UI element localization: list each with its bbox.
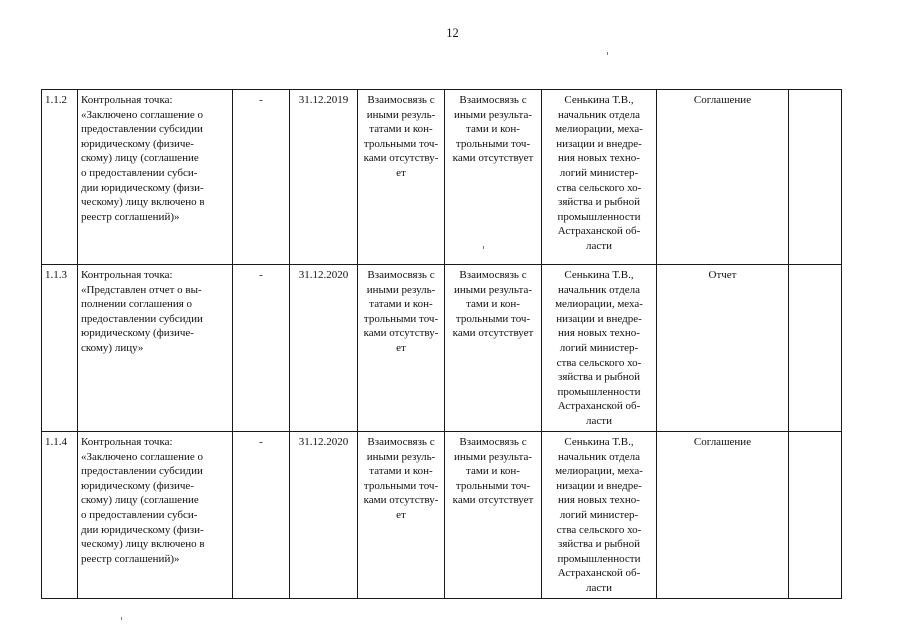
relationship-cell-line: Взаимосвязь с: [367, 269, 435, 281]
responsible-person-line: мелиорации, меха-: [555, 123, 643, 136]
relationship-cell: [358, 90, 445, 265]
relationship-cell-line: Взаимосвязь с: [367, 94, 435, 106]
responsible-person-line: низации и внедре-: [556, 479, 642, 492]
responsible-person-line: начальник отдела: [557, 108, 641, 121]
control-points-table: [41, 89, 842, 599]
row-number: 1.1.3: [42, 265, 78, 432]
relationship-cell-line: иными результа-: [454, 283, 532, 296]
responsible-person-line: логий министер-: [559, 166, 639, 179]
responsible-person-line: промышленности: [557, 552, 641, 565]
relationship-cell-line: трольными точ-: [455, 137, 531, 150]
relationship-cell-line: Взаимосвязь с: [459, 269, 527, 281]
document-type: Соглашение: [657, 432, 789, 599]
responsible-person-line: начальник отдела: [557, 283, 641, 296]
responsible-person-line: логий министер-: [559, 508, 639, 521]
event-description-line: о предоставлении субси-: [81, 508, 198, 521]
event-description-line: ческому) лицу включено в: [81, 196, 205, 209]
responsible-person-line: низации и внедре-: [556, 137, 642, 150]
scan-speck: [607, 52, 608, 55]
info-cell: [789, 90, 842, 265]
relationship-cell-line: ками отсутству-: [363, 327, 439, 340]
responsible-person-line: Астраханской об-: [557, 225, 641, 238]
end-date: 31.12.2020: [290, 432, 358, 599]
responsible-person-line: ласти: [586, 414, 612, 427]
event-description: [78, 265, 233, 432]
relationship-cell-line: Взаимосвязь с: [459, 94, 527, 106]
responsible-person-line: ния новых техно-: [558, 327, 640, 340]
relationship-cell-line: ет: [396, 166, 406, 179]
relationship-cell-line: иными резуль-: [366, 108, 436, 121]
event-description-line: реестр соглашений)»: [81, 552, 180, 565]
responsible-person-line: ства сельского хо-: [556, 523, 642, 536]
event-description-line: предоставлении субсидии: [81, 123, 203, 136]
event-description-line: «Представлен отчет о вы-: [81, 283, 202, 296]
page-number: 12: [446, 26, 459, 40]
relationship-cell-line: иными результа-: [454, 108, 532, 121]
end-date: 31.12.2020: [290, 265, 358, 432]
relationship-cell-line: трольными точ-: [455, 312, 531, 325]
responsible-person-line: мелиорации, меха-: [555, 298, 643, 311]
relationship-cell-line: ками отсутствует: [452, 494, 534, 507]
document-type: Отчет: [657, 265, 789, 432]
event-description-line: «Заключено соглашение о: [81, 450, 204, 463]
responsible-person-line: Астраханской об-: [557, 400, 641, 413]
responsible-person-line: Астраханской об-: [557, 567, 641, 580]
relationship-cell-line: ками отсутствует: [452, 152, 534, 165]
responsible-person-line: ния новых техно-: [558, 152, 640, 165]
relationship-cell: [358, 432, 445, 599]
responsible-person-line: промышленности: [557, 385, 641, 398]
event-description-line: скому) лицу»: [81, 341, 144, 354]
relationship-cell-line: тами и кон-: [466, 465, 520, 478]
relationship-cell: [445, 90, 542, 265]
relationship-cell: [445, 265, 542, 432]
relationship-cell: [445, 432, 542, 599]
responsible-person-line: мелиорации, меха-: [555, 465, 643, 478]
responsible-person-line: начальник отдела: [557, 450, 641, 463]
relationship-cell-line: трольными точ-: [363, 137, 439, 150]
responsible-person-line: ния новых техно-: [558, 494, 640, 507]
table-row: [42, 90, 842, 265]
responsible-person-line: Сенькина Т.В.,: [564, 269, 634, 281]
row-number: 1.1.4: [42, 432, 78, 599]
event-description-line: юридическому (физиче-: [81, 327, 194, 340]
relationship-cell-line: иными резуль-: [366, 283, 436, 296]
document-type: Соглашение: [657, 90, 789, 265]
responsible-person-line: низации и внедре-: [556, 312, 642, 325]
event-description-line: предоставлении субсидии: [81, 312, 203, 325]
relationship-cell-line: тами и кон-: [466, 123, 520, 136]
relationship-cell-line: ками отсутству-: [363, 494, 439, 507]
relationship-cell-line: ет: [396, 341, 406, 354]
relationship-cell-line: трольными точ-: [363, 312, 439, 325]
responsible-person-line: зяйства и рыбной: [557, 371, 641, 384]
relationship-cell-line: иными результа-: [454, 450, 532, 463]
relationship-cell-line: ками отсутствует: [452, 327, 534, 340]
event-description: [78, 432, 233, 599]
responsible-person-line: зяйства и рыбной: [557, 196, 641, 209]
relationship-cell-line: тами и кон-: [466, 298, 520, 311]
info-cell: [789, 432, 842, 599]
event-description-line: Контрольная точка:: [81, 94, 173, 106]
responsible-person-line: ласти: [586, 581, 612, 594]
relationship-cell-line: ками отсутству-: [363, 152, 439, 165]
event-description-line: дии юридическому (физи-: [81, 523, 204, 536]
responsible-person-line: ласти: [586, 239, 612, 252]
relationship-cell-line: татами и кон-: [369, 123, 433, 136]
end-date: 31.12.2019: [290, 90, 358, 265]
responsible-person-line: логий министер-: [559, 341, 639, 354]
start-date: -: [233, 90, 290, 265]
event-description-line: ческому) лицу включено в: [81, 538, 205, 551]
event-description-line: реестр соглашений)»: [81, 210, 180, 223]
relationship-cell-line: Взаимосвязь с: [367, 436, 435, 448]
relationship-cell-line: иными резуль-: [366, 450, 436, 463]
relationship-cell-line: татами и кон-: [369, 465, 433, 478]
table-row: [42, 265, 842, 432]
start-date: -: [233, 265, 290, 432]
event-description-line: «Заключено соглашение о: [81, 108, 204, 121]
event-description-line: Контрольная точка:: [81, 436, 173, 448]
start-date: -: [233, 432, 290, 599]
responsible-person: [542, 432, 657, 599]
event-description-line: юридическому (физиче-: [81, 137, 194, 150]
event-description-line: скому) лицу (соглашение: [81, 494, 199, 507]
responsible-person: [542, 265, 657, 432]
event-description: [78, 90, 233, 265]
scan-speck: [483, 246, 484, 249]
event-description-line: о предоставлении субси-: [81, 166, 198, 179]
scan-speck: [121, 617, 122, 620]
responsible-person-line: зяйства и рыбной: [557, 538, 641, 551]
responsible-person: [542, 90, 657, 265]
event-description-line: предоставлении субсидии: [81, 465, 203, 478]
event-description-line: юридическому (физиче-: [81, 479, 194, 492]
relationship-cell-line: трольными точ-: [455, 479, 531, 492]
event-description-line: Контрольная точка:: [81, 269, 173, 281]
event-description-line: полнении соглашения о: [81, 298, 193, 311]
event-description-line: дии юридическому (физи-: [81, 181, 204, 194]
relationship-cell: [358, 265, 445, 432]
row-number: 1.1.2: [42, 90, 78, 265]
responsible-person-line: Сенькина Т.В.,: [564, 94, 634, 106]
relationship-cell-line: татами и кон-: [369, 298, 433, 311]
responsible-person-line: Сенькина Т.В.,: [564, 436, 634, 448]
relationship-cell-line: ет: [396, 508, 406, 521]
responsible-person-line: ства сельского хо-: [556, 181, 642, 194]
responsible-person-line: ства сельского хо-: [556, 356, 642, 369]
relationship-cell-line: трольными точ-: [363, 479, 439, 492]
responsible-person-line: промышленности: [557, 210, 641, 223]
info-cell: [789, 265, 842, 432]
event-description-line: скому) лицу (соглашение: [81, 152, 199, 165]
table-row: [42, 432, 842, 599]
relationship-cell-line: Взаимосвязь с: [459, 436, 527, 448]
